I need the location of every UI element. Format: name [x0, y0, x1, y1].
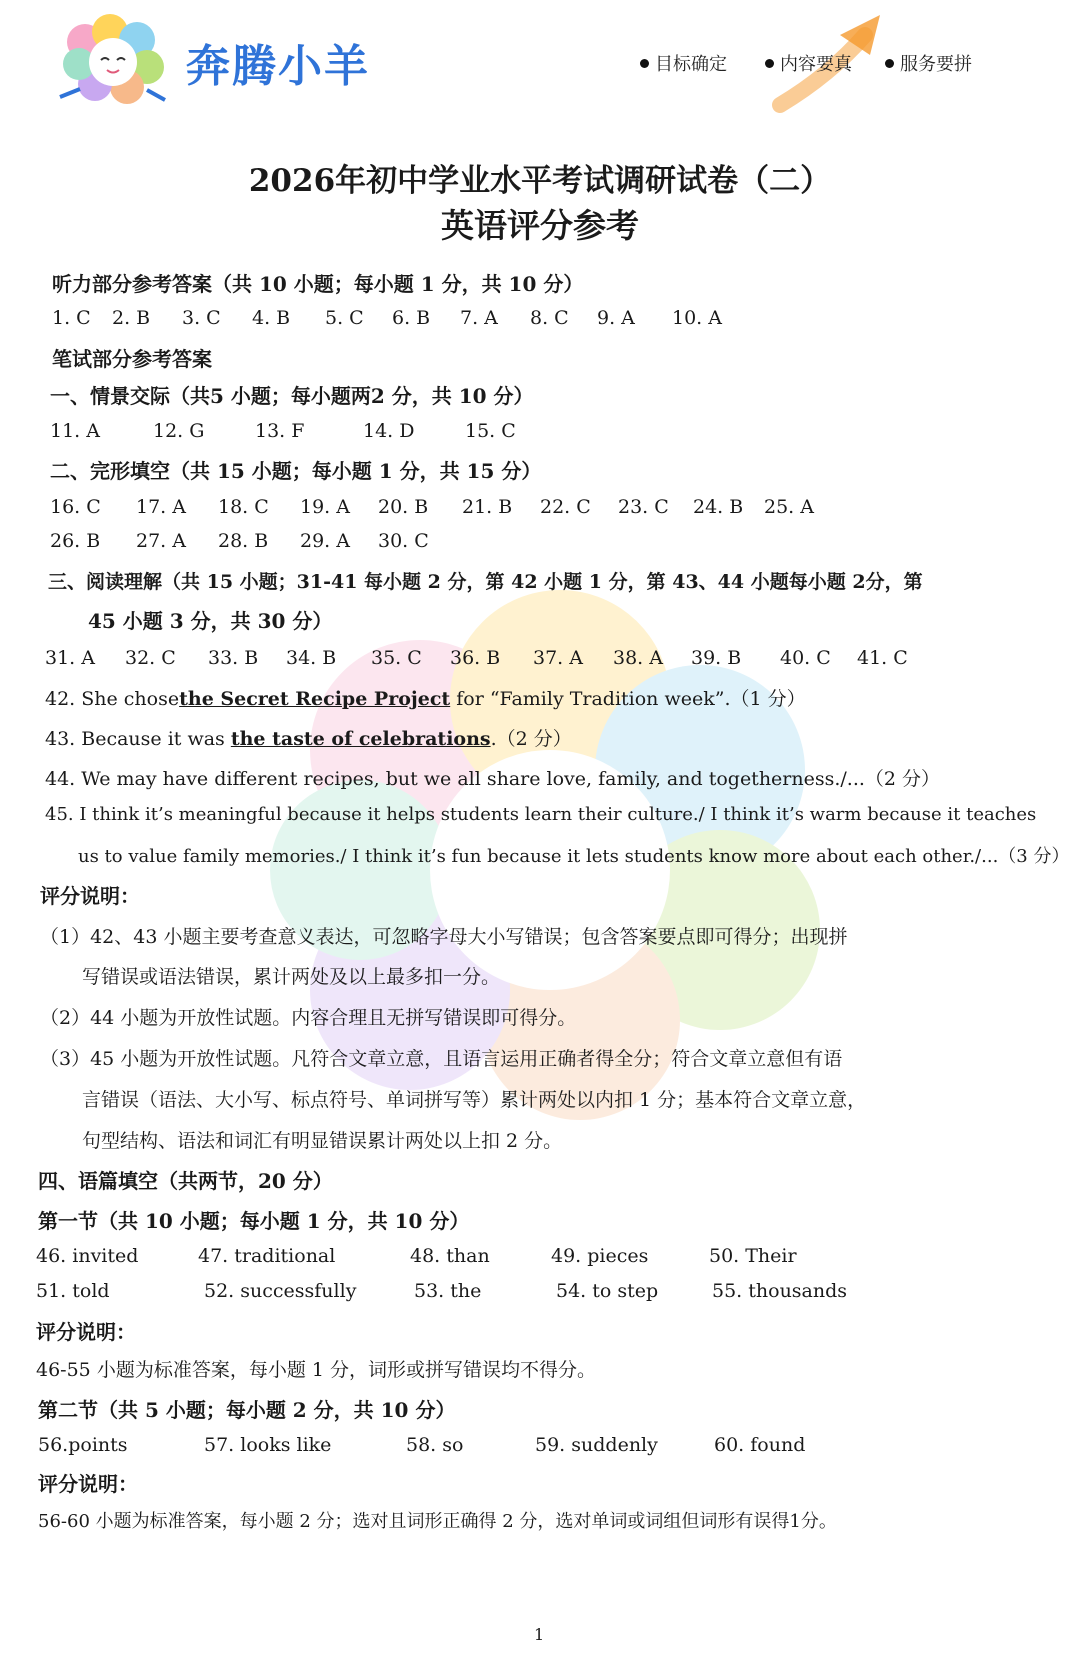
- answer-44: 44. We may have different recipes, but we all share love, family, and togetherness./...（2 分）: [45, 768, 941, 790]
- answer-52: 52. successfully: [204, 1280, 357, 1302]
- part2-answers-row2: [50, 530, 1050, 556]
- answer-56: 56.points: [38, 1434, 128, 1456]
- answer-29: 29. A: [300, 530, 350, 552]
- answer-16: 16. C: [50, 496, 101, 518]
- answer-25: 25. A: [764, 496, 814, 518]
- answer-33: 33. B: [208, 647, 259, 669]
- answer-47: 47. traditional: [198, 1245, 336, 1267]
- brand-name: 奔腾小羊: [186, 41, 370, 92]
- exam-subtitle: 英语评分参考: [441, 206, 639, 245]
- answer-34: 34. B: [286, 647, 337, 669]
- note-3-cont2: 句型结构、语法和词汇有明显错误累计两处以上扣 2 分。: [82, 1130, 563, 1152]
- part3-answers: [45, 647, 1045, 673]
- answer-17: 17. A: [136, 496, 186, 518]
- answer-36: 36. B: [450, 647, 501, 669]
- answer-43-pre: 43. Because it was: [45, 728, 231, 750]
- answer-51: 51. told: [36, 1280, 110, 1302]
- answer-14: 14. D: [363, 420, 415, 442]
- part3-notes-heading: 评分说明：: [40, 884, 140, 908]
- part4-heading: 四、语篇填空（共两节，20 分）: [38, 1169, 333, 1193]
- note-2: （2）44 小题为开放性试题。内容合理且无拼写错误即可得分。: [40, 1007, 577, 1029]
- answer-31: 31. A: [45, 647, 95, 669]
- answer-57: 57. looks like: [204, 1434, 332, 1456]
- note-3: （3）45 小题为开放性试题。凡符合文章立意，且语言运用正确者得全分；符合文章立意但有语: [40, 1048, 843, 1070]
- part3-heading-cont: 45 小题 3 分，共 30 分）: [88, 609, 333, 633]
- section1-answers-row1: [36, 1245, 1036, 1271]
- answer-59: 59. suddenly: [535, 1434, 658, 1456]
- answer-50: 50. Their: [709, 1245, 797, 1267]
- page-number: 1: [534, 1625, 545, 1644]
- part2-heading: 二、完形填空（共 15 小题；每小题 1 分，共 15 分）: [50, 459, 542, 483]
- answer-11: 11. A: [50, 420, 100, 442]
- answer-45: 45. I think it’s meaningful because it helps students learn their culture./ I think it’s warm because it teaches: [45, 804, 1037, 825]
- sheep-logo-icon: [55, 12, 175, 107]
- answer-20: 20. B: [378, 496, 429, 518]
- answer-1: 1. C: [52, 307, 91, 329]
- answer-15: 15. C: [465, 420, 516, 442]
- answer-43: [45, 724, 572, 751]
- answer-5: 5. C: [325, 307, 364, 329]
- section1-note: 46-55 小题为标准答案，每小题 1 分，词形或拼写错误均不得分。: [36, 1359, 596, 1381]
- answer-27: 27. A: [136, 530, 186, 552]
- exam-title: 2026年初中学业水平考试调研试卷（二）: [248, 163, 832, 199]
- answer-22: 22. C: [540, 496, 591, 518]
- slogan-list: [640, 50, 1040, 80]
- answer-42-pre: 42. She chose: [45, 688, 180, 710]
- writing-heading: 笔试部分参考答案: [52, 347, 212, 371]
- slogan-goal: 目标确定: [640, 50, 727, 76]
- part2-answers-row1: [50, 496, 1050, 522]
- answer-24: 24. B: [693, 496, 744, 518]
- answer-45-cont: us to value family memories./ I think it’s fun because it lets students know more about each other./...（3 分）: [78, 846, 1070, 867]
- answer-55: 55. thousands: [712, 1280, 848, 1302]
- answer-26: 26. B: [50, 530, 101, 552]
- note-3-cont1: 言错误（语法、大小写、标点符号、单词拼写等）累计两处以内扣 1 分；基本符合文章立意，: [82, 1089, 867, 1111]
- answer-28: 28. B: [218, 530, 269, 552]
- section2-heading: 第二节（共 5 小题；每小题 2 分，共 10 分）: [38, 1398, 456, 1422]
- note-1-cont: 写错误或语法错误，累计两处及以上最多扣一分。: [82, 966, 501, 988]
- answer-58: 58. so: [406, 1434, 464, 1456]
- answer-18: 18. C: [218, 496, 269, 518]
- answer-42-post: for “Family Tradition week”.（1 分）: [450, 688, 806, 710]
- answer-39: 39. B: [691, 647, 742, 669]
- part1-answers: [50, 420, 1050, 446]
- section1-heading: 第一节（共 10 小题；每小题 1 分，共 10 分）: [38, 1209, 470, 1233]
- answer-19: 19. A: [300, 496, 350, 518]
- section2-notes-heading: 评分说明：: [38, 1472, 138, 1496]
- answer-4: 4. B: [252, 307, 291, 329]
- answer-9: 9. A: [597, 307, 635, 329]
- section2-answers: [38, 1434, 1038, 1460]
- answer-7: 7. A: [460, 307, 498, 329]
- part1-heading: 一、情景交际（共5 小题；每小题两2 分，共 10 分）: [50, 384, 534, 408]
- answer-53: 53. the: [414, 1280, 482, 1302]
- answer-42-key: the Secret Recipe Project: [179, 688, 451, 710]
- answer-48: 48. than: [410, 1245, 490, 1267]
- listening-answers: [52, 307, 1052, 333]
- answer-3: 3. C: [182, 307, 221, 329]
- answer-13: 13. F: [255, 420, 305, 442]
- answer-40: 40. C: [780, 647, 831, 669]
- note-1: （1）42、43 小题主要考查意义表达，可忽略字母大小写错误；包含答案要点即可得分；出现拼: [40, 926, 848, 948]
- answer-12: 12. G: [153, 420, 205, 442]
- page-header: [0, 0, 1080, 130]
- answer-54: 54. to step: [556, 1280, 659, 1302]
- section2-note: 56-60 小题为标准答案，每小题 2 分；选对且词形正确得 2 分，选对单词或词组但词形有误得1分。: [38, 1511, 837, 1532]
- part3-heading: 三、阅读理解（共 15 小题；31-41 每小题 2 分，第 42 小题 1 分，第 43、44 小题每小题 2分，第: [48, 571, 923, 593]
- slogan-content: 内容要真: [765, 50, 852, 76]
- answer-21: 21. B: [462, 496, 513, 518]
- section1-notes-heading: 评分说明：: [36, 1320, 136, 1344]
- answer-10: 10. A: [672, 307, 722, 329]
- answer-30: 30. C: [378, 530, 429, 552]
- answer-35: 35. C: [371, 647, 422, 669]
- answer-41: 41. C: [857, 647, 908, 669]
- answer-23: 23. C: [618, 496, 669, 518]
- answer-43-post: .（2 分）: [490, 728, 572, 750]
- answer-60: 60. found: [714, 1434, 806, 1456]
- answer-6: 6. B: [392, 307, 431, 329]
- slogan-service: 服务要拼: [885, 50, 972, 76]
- listening-heading: 听力部分参考答案（共 10 小题；每小题 1 分，共 10 分）: [52, 272, 584, 296]
- section1-answers-row2: [36, 1280, 1036, 1306]
- answer-42: [45, 684, 806, 711]
- answer-37: 37. A: [533, 647, 583, 669]
- answer-8: 8. C: [530, 307, 569, 329]
- answer-38: 38. A: [613, 647, 663, 669]
- answer-49: 49. pieces: [551, 1245, 649, 1267]
- answer-46: 46. invited: [36, 1245, 139, 1267]
- answer-2: 2. B: [112, 307, 151, 329]
- answer-32: 32. C: [125, 647, 176, 669]
- answer-43-key: the taste of celebrations: [230, 728, 491, 750]
